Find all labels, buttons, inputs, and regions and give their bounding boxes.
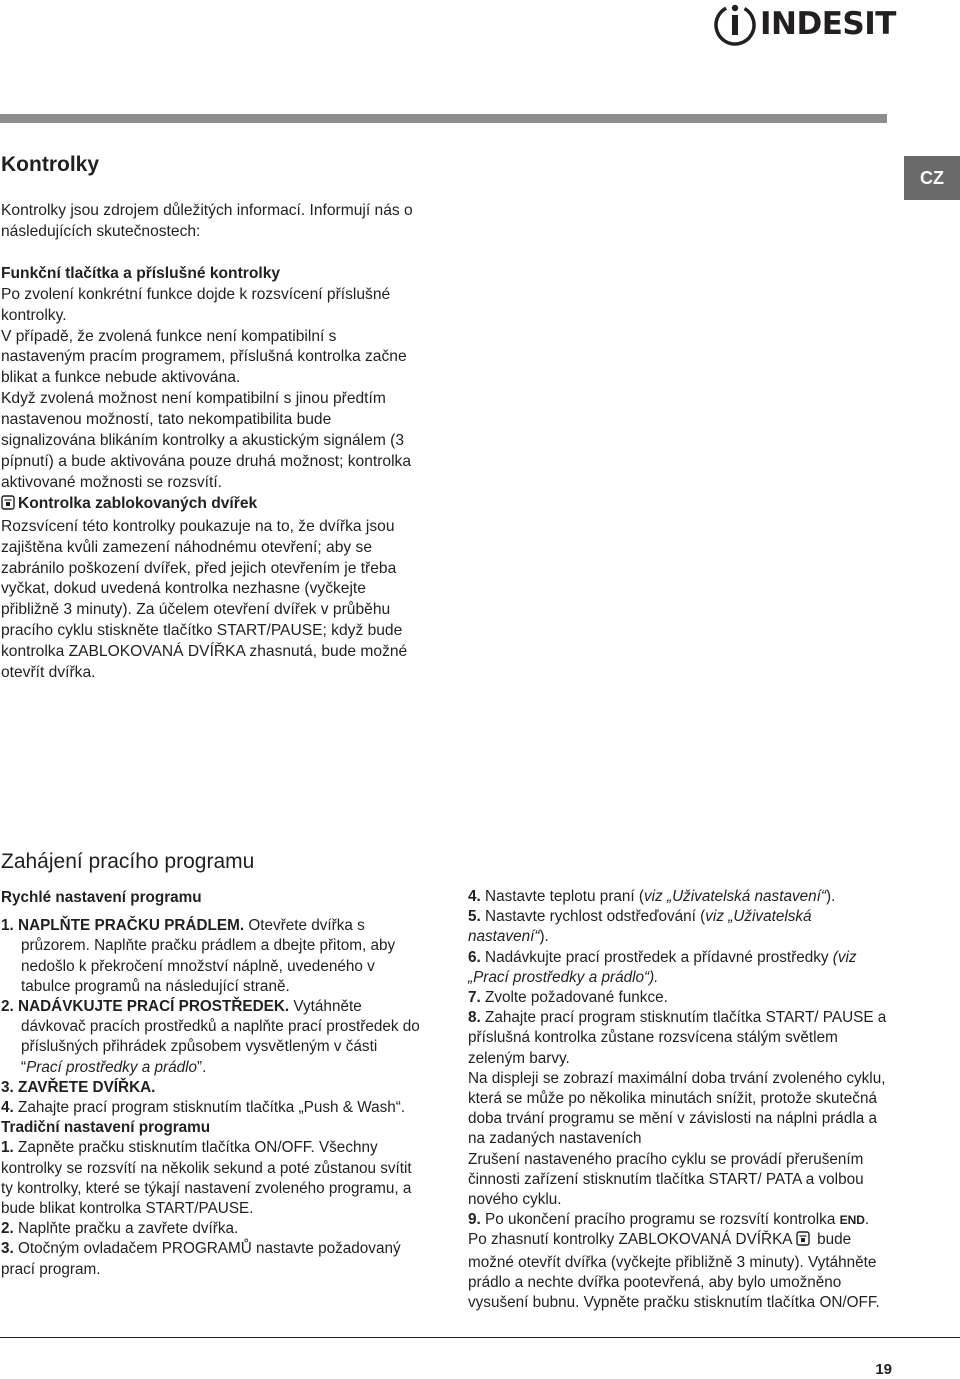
rychle-step: 3. ZAVŘETE DVÍŘKA. [1,1078,156,1096]
door-lock-icon [796,1231,810,1252]
brand-logo [712,2,896,46]
lock-heading [1,494,421,517]
section-title: Kontrolky [1,153,100,176]
section-title-zahajeni: Zahájení pracího programu [1,850,255,873]
step-8: 8. Zahajte prací program stisknutím tlačítka START/ PAUSE a příslušná kontrolka zůstane rozsvícena stálým světlem zeleným barvy. [468,1009,887,1067]
lock-paragraph: Rozsvícení této kontrolky poukazuje na to, že dvířka jsou zajištěna kvůli zamezení náhodnému otevření; aby se zabránilo poškození dvířek, před jejich otevřením je třeba vyčkat, dokud uvedená kontrolka nezhasne (vyčkejte přibližně 3 minuty). Za účelem otevření dvířek v průběhu pracího cyklu stiskněte tlačítko START/PAUSE; když bude kontrolka ZABLOKOVANÁ DVÍŘKA zhasnutá, bude možné otevřít dvířka. [1,517,408,682]
zahajeni-section [1,849,421,1280]
display-paragraph: Na displeji se zobrazí maximální doba trvání zvoleného cyklu, která se může po několika minutách snížit, protože skutečná doba trvání programu se mění v závislosti na náplni prádla a na zadaných nastaveních [468,1069,886,1148]
right-column [468,887,888,1313]
step-4: 4. Nastavte teplotu praní (viz „Uživatelská nastavení“). [468,888,836,905]
rychle-step: 2. NADÁVKUJTE PRACÍ PROSTŘEDEK. Vytáhněte dávkovač pracích prostředků a naplňte prací prostředek do příslušných přihrádek způsobem vysvětleným v části “Prací prostředky a prádlo”. [1,998,420,1076]
rychle-step: 1. NAPLŇTE PRAČKU PRÁDLEM. Otevřete dvířka s průzorem. Naplňte pračku prádlem a dbejte přitom, aby nedošlo k překročení množství náplně, uvedeného v tabulce programů na následující straně. [1,917,396,995]
header-rule [0,114,887,123]
tradicni-heading: Tradiční nastavení programu [1,1119,211,1137]
intro-text: Kontrolky jsou zdrojem důležitých informací. Informují nás o následujících skutečnostech: [1,202,413,240]
brand-name: INDESIT [760,6,896,42]
funkcni-paragraph-3: Když zvolená možnost není kompatibilní s jinou předtím nastavenou možností, tato nekompatibilita bude signalizována blikáním kontrolky a akustickým signálem (3 pípnutí) a bude aktivována pouze druhá možnost; kontrolka aktivované možnosti se rozsvítí. [1,390,412,491]
language-tab: CZ [904,156,960,200]
funkcni-paragraph-1: Po zvolení konkrétní funkce dojde k rozsvícení příslušné kontrolky. [1,285,391,324]
step-7: 7. Zvolte požadované funkce. [468,989,668,1007]
tradicni-step: 3. Otočným ovladačem PROGRAMŮ nastavte požadovaný prací program. [1,1240,401,1278]
funkcni-paragraph-2: V případě, že zvolená funkce není kompatibilní s nastaveným pracím programem, příslušná kontrolka začne blikat a funkce nebude aktivována. [1,327,407,387]
rychle-step: 4. Zahajte prací program stisknutím tlačítka „Push & Wash“. [1,1099,406,1117]
door-lock-icon [1,495,15,517]
lock-heading-label: Kontrolka zablokovaných dvířek [18,494,258,512]
tradicni-step: 2. Naplňte pračku a zavřete dvířka. [1,1220,239,1238]
tradicni-step: 1. Zapněte pračku stisknutím tlačítka ON/OFF. Všechny kontrolky se rozsvítí na několik sekund a poté zůstanou svítit ty kontrolky, které se týkají nastavení zvoleného programu, a bude blikat kontrolka START/PAUSE. [1,1139,412,1218]
step-9: 9. Po ukončení pracího programu se rozsvítí kontrolka END. Po zhasnutí kontrolky ZABLOKOVANÁ DVÍŘKA bude možné otevřít dvířka (vyčkejte přibližně 3 minuty). Vytáhněte prádlo a nechte dvířka pootevřená, aby bylo umožněno vysušení bubnu. Vypněte pračku stisknutím tlačítka ON/OFF. [468,1211,880,1312]
end-indicator: END [839,1213,865,1228]
funkcni-heading: Funkční tlačítka a příslušné kontrolky [1,264,281,282]
cancel-paragraph: Zrušení nastaveného pracího cyklu se provádí přerušením činnosti zařízení stisknutím tlačítka START/ PATA a volbou nového cyklu. [468,1150,864,1209]
rychle-heading: Rychlé nastavení programu [1,889,202,906]
footer-rule [0,1337,960,1338]
indesit-logo-icon [712,2,758,46]
kontrolky-section [1,152,421,684]
step-5: 5. Nastavte rychlost odstřeďování (viz „Uživatelská nastavení“). [468,908,812,946]
page-number: 19 [875,1361,892,1378]
step-6: 6. Nadávkujte prací prostředek a přídavné prostředky (viz „Prací prostředky a prádlo“). [468,948,857,986]
